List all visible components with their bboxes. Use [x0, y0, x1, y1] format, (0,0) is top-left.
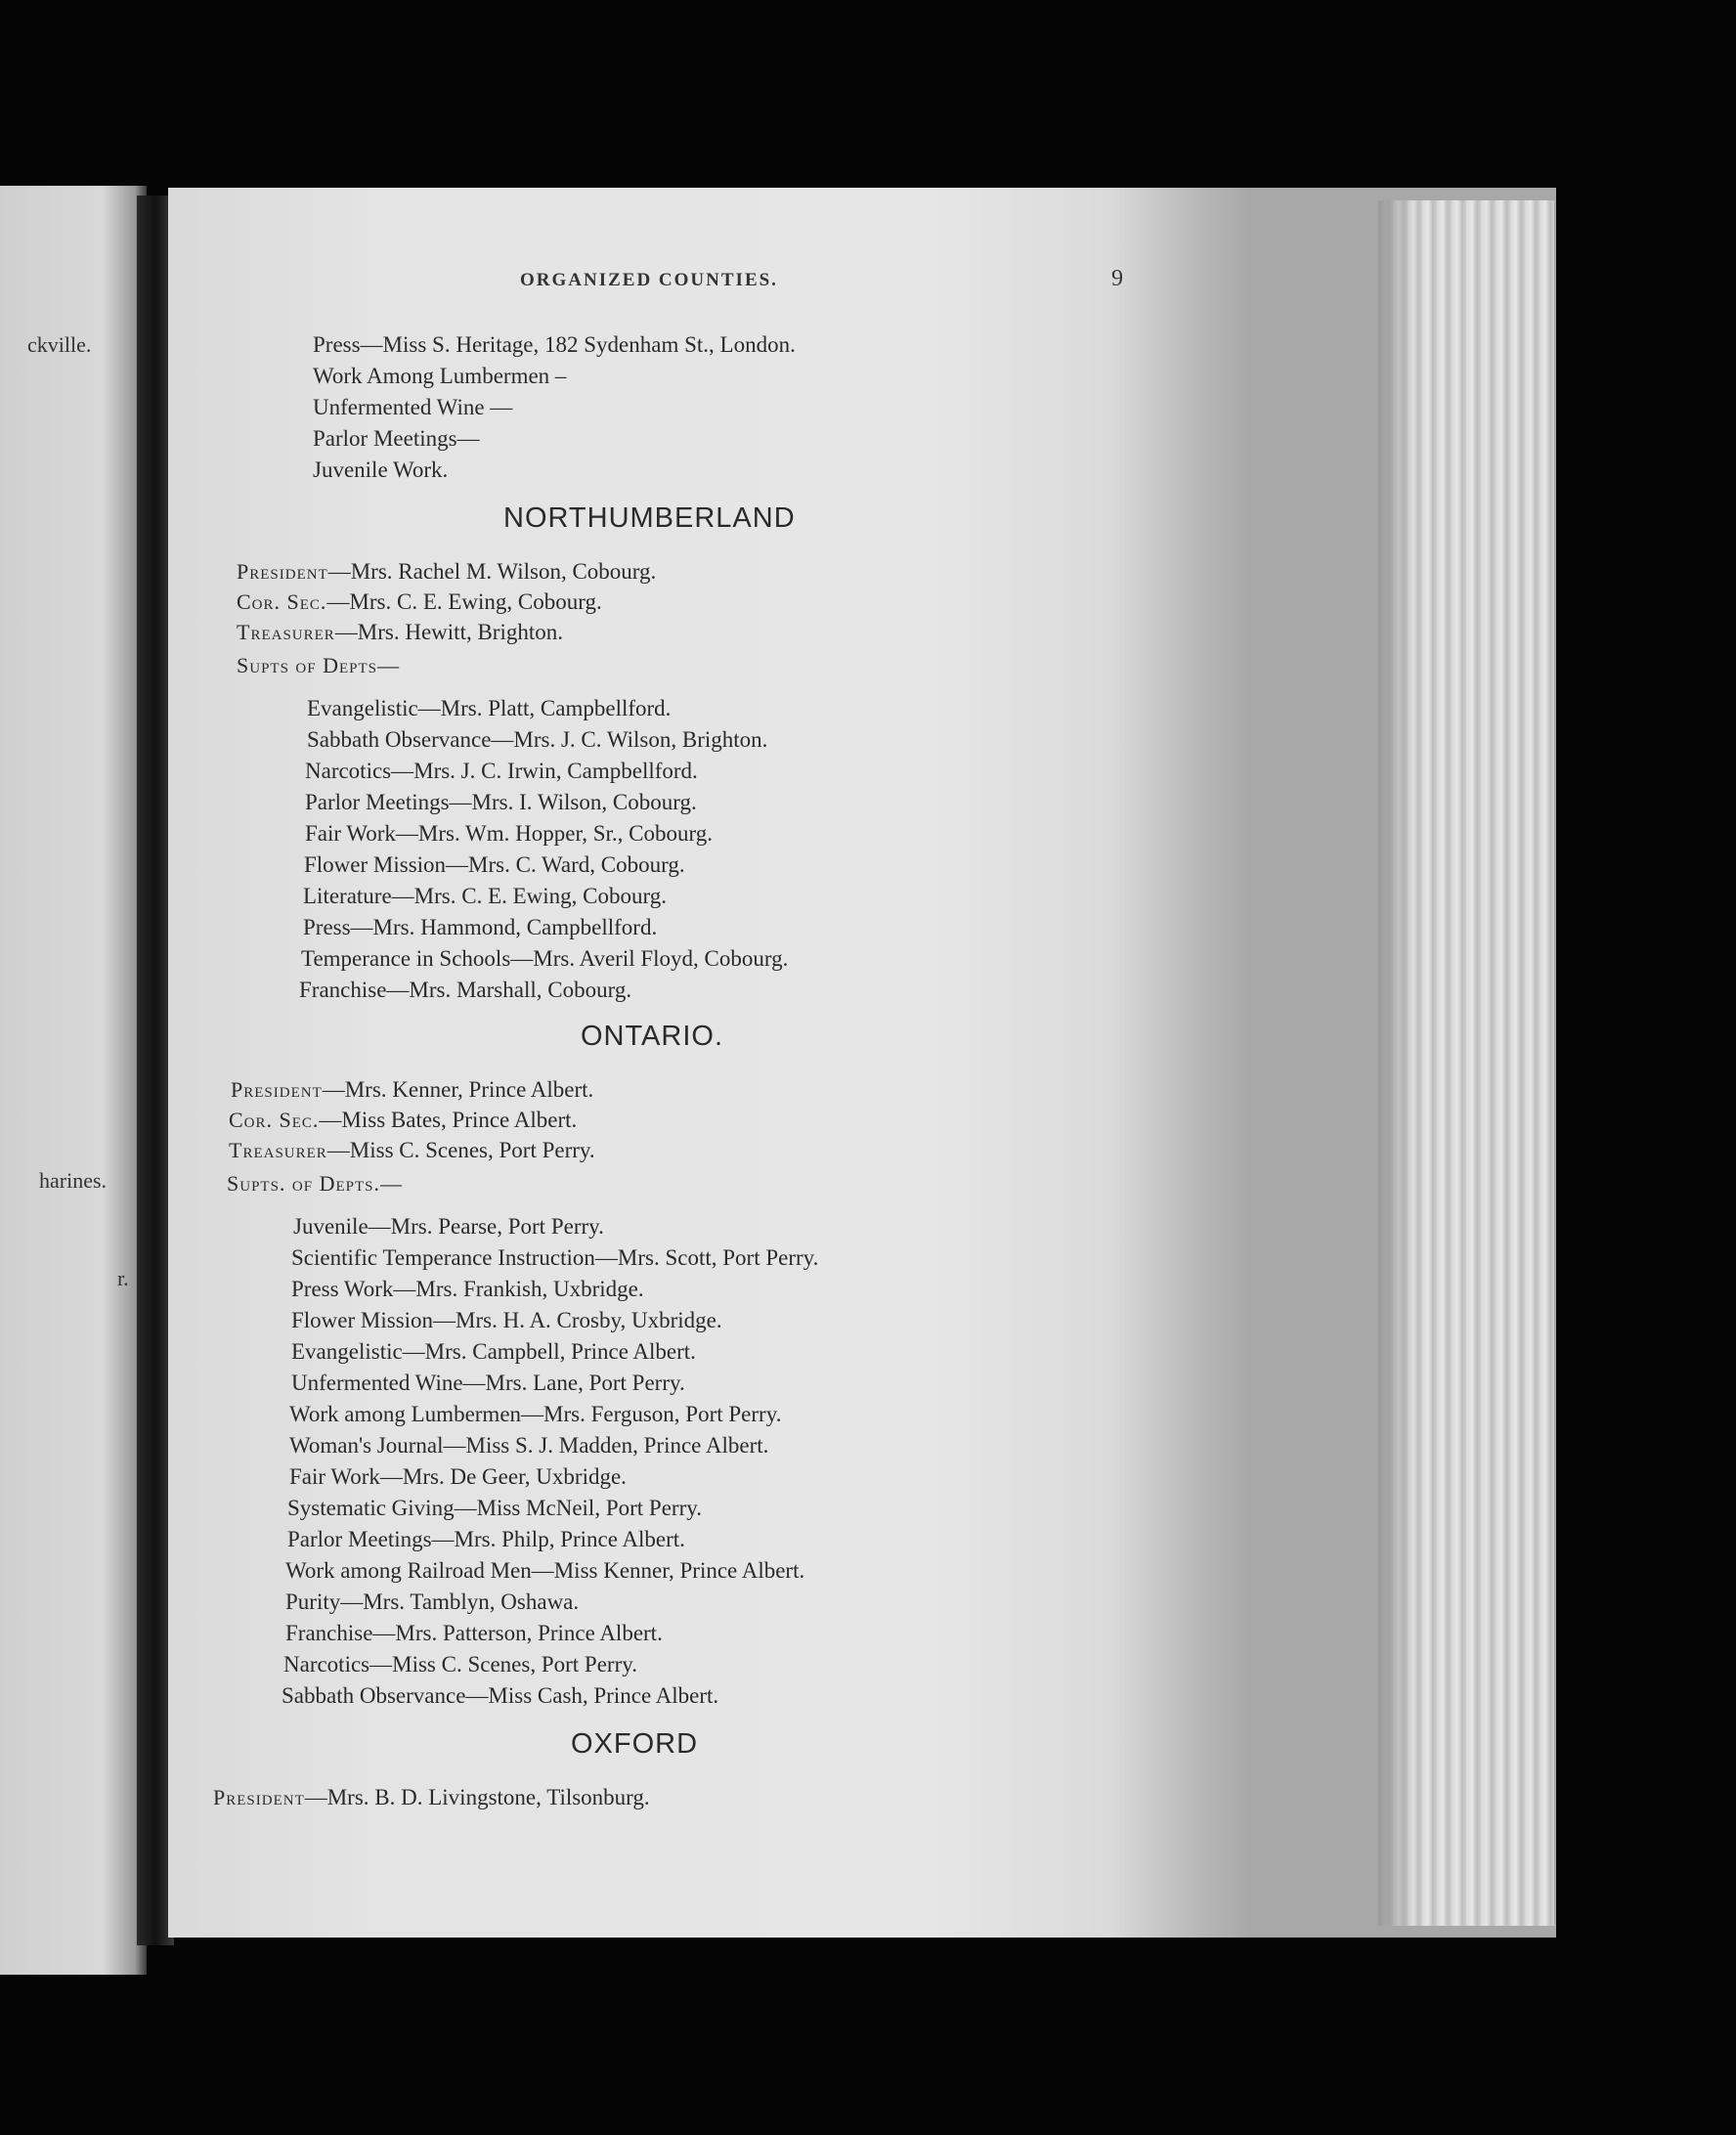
officer-detail: —Mrs. C. E. Ewing, Cobourg.: [326, 589, 602, 614]
officer-role: President: [213, 1785, 305, 1809]
dept-item: Juvenile—Mrs. Pearse, Port Perry.: [293, 1214, 604, 1239]
running-head: ORGANIZED COUNTIES.: [520, 270, 778, 290]
dept-item: Press Work—Mrs. Frankish, Uxbridge.: [291, 1277, 644, 1301]
officer-line: [231, 1077, 593, 1103]
officer-line: [237, 620, 563, 645]
officer-line: [229, 1138, 595, 1163]
dept-item: Woman's Journal—Miss S. J. Madden, Prince Albert.: [289, 1433, 769, 1458]
supts-label-text: Supts of Depts—: [237, 653, 400, 677]
officer-line: [237, 589, 602, 615]
county-heading-ontario: ONTARIO.: [581, 1021, 724, 1052]
dept-item: Work among Railroad Men—Miss Kenner, Prince Albert.: [285, 1558, 805, 1583]
officer-detail: —Miss Bates, Prince Albert.: [319, 1108, 578, 1132]
dept-item: Narcotics—Miss C. Scenes, Port Perry.: [283, 1652, 637, 1677]
supts-label: [227, 1171, 403, 1197]
officer-line: [213, 1785, 650, 1810]
page-content: [168, 188, 1361, 1938]
dept-item: Unfermented Wine—Mrs. Lane, Port Perry.: [291, 1371, 685, 1395]
right-page: [168, 188, 1556, 1938]
officer-detail: —Mrs. Rachel M. Wilson, Cobourg.: [327, 559, 657, 584]
dept-item: Evangelistic—Mrs. Platt, Campbellford.: [307, 696, 672, 720]
officer-role: Treasurer: [229, 1138, 327, 1162]
left-fragment: r.: [117, 1266, 129, 1290]
dept-item: Literature—Mrs. C. E. Ewing, Cobourg.: [303, 884, 667, 908]
dept-item: Parlor Meetings—Mrs. I. Wilson, Cobourg.: [305, 790, 697, 814]
left-page: [0, 186, 147, 1975]
dept-item: Franchise—Mrs. Marshall, Cobourg.: [299, 978, 632, 1002]
list-item: Press—Miss S. Heritage, 182 Sydenham St., London.: [313, 332, 796, 357]
county-heading-northumberland: NORTHUMBERLAND: [503, 502, 796, 534]
officer-detail: —Mrs. Hewitt, Brighton.: [334, 620, 563, 644]
dept-item: Narcotics—Mrs. J. C. Irwin, Campbellford.: [305, 759, 698, 783]
officer-detail: —Mrs. Kenner, Prince Albert.: [322, 1077, 594, 1102]
officer-role: Cor. Sec.: [237, 589, 327, 614]
dept-item: Sabbath Observance—Miss Cash, Prince Albert.: [282, 1683, 719, 1708]
left-fragment: ckville.: [27, 332, 92, 357]
dept-item: Evangelistic—Mrs. Campbell, Prince Albert.: [291, 1339, 696, 1364]
dept-item: Work among Lumbermen—Mrs. Ferguson, Port Perry.: [289, 1402, 782, 1426]
dept-item: Temperance in Schools—Mrs. Averil Floyd, Cobourg.: [301, 946, 789, 971]
dept-item: Press—Mrs. Hammond, Campbellford.: [303, 915, 658, 939]
dept-item: Franchise—Mrs. Patterson, Prince Albert.: [285, 1621, 663, 1645]
list-item: Work Among Lumbermen –: [313, 364, 567, 388]
dept-item: Flower Mission—Mrs. H. A. Crosby, Uxbridge.: [291, 1308, 722, 1332]
dept-item: Sabbath Observance—Mrs. J. C. Wilson, Brighton.: [307, 727, 768, 752]
page-number: 9: [1111, 266, 1123, 291]
officer-role: Treasurer: [237, 620, 335, 644]
dept-item: Flower Mission—Mrs. C. Ward, Cobourg.: [304, 852, 685, 877]
officer-detail: —Mrs. B. D. Livingstone, Tilsonburg.: [304, 1785, 650, 1809]
county-heading-oxford: OXFORD: [571, 1728, 699, 1760]
supts-label: [237, 653, 400, 678]
list-item: Unfermented Wine —: [313, 395, 513, 419]
page-edges: [1378, 200, 1554, 1926]
dept-item: Fair Work—Mrs. Wm. Hopper, Sr., Cobourg.: [305, 821, 713, 846]
list-item: Juvenile Work.: [313, 458, 449, 482]
dept-item: Fair Work—Mrs. De Geer, Uxbridge.: [289, 1464, 627, 1489]
officer-detail: —Miss C. Scenes, Port Perry.: [326, 1138, 595, 1162]
officer-role: President: [237, 559, 328, 584]
supts-label-text: Supts. of Depts.—: [227, 1171, 403, 1196]
list-item: Parlor Meetings—: [313, 426, 480, 451]
dept-item: Scientific Temperance Instruction—Mrs. Scott, Port Perry.: [291, 1245, 819, 1270]
officer-line: [229, 1108, 577, 1133]
officer-role: Cor. Sec.: [229, 1108, 320, 1132]
dept-item: Purity—Mrs. Tamblyn, Oshawa.: [285, 1590, 580, 1614]
dept-item: Parlor Meetings—Mrs. Philp, Prince Albert.: [287, 1527, 685, 1551]
officer-role: President: [231, 1077, 323, 1102]
left-fragment: harines.: [39, 1168, 108, 1193]
dept-item: Systematic Giving—Miss McNeil, Port Perry.: [287, 1496, 702, 1520]
officer-line: [237, 559, 656, 585]
